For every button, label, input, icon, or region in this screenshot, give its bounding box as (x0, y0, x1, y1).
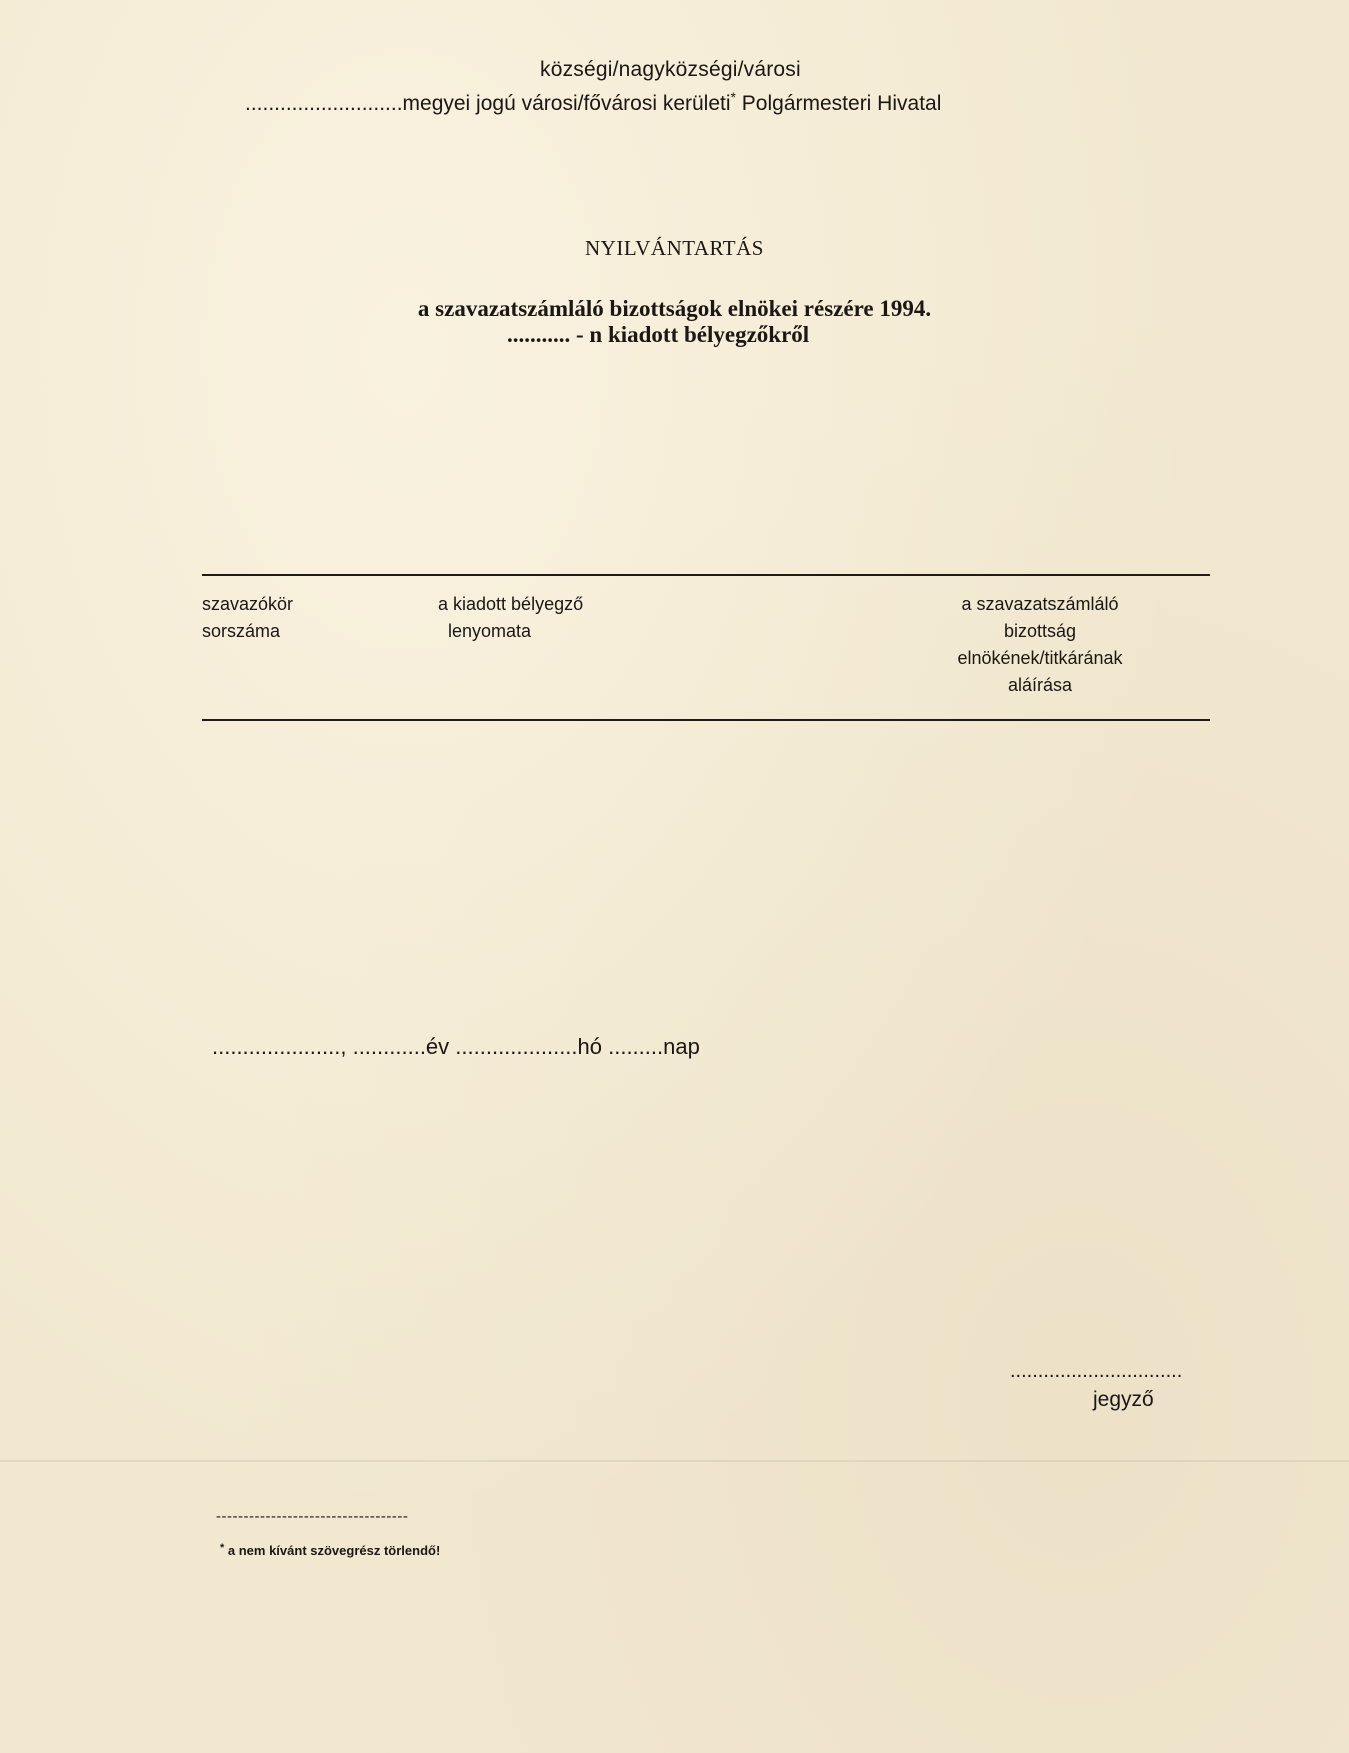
document-title: NYILVÁNTARTÁS (585, 236, 764, 260)
column-header-line: szavazókör (202, 594, 294, 614)
column-header-signature (920, 591, 1160, 699)
header-line-1: községi/nagyközségi/városi (540, 58, 801, 81)
footnote-mark: * (730, 89, 736, 105)
column-header-district-number (202, 591, 293, 645)
header-line-2-prefix: ...........................megyei jogú városi/fővárosi kerületi (245, 92, 731, 115)
column-header-line: a szavazatszámláló (961, 594, 1119, 614)
footnote (220, 1542, 440, 1558)
footnote-mark: * (220, 1542, 225, 1554)
column-header-line: aláírása (1007, 675, 1073, 695)
subtitle-line-2: ........... - n kiadott bélyegzőkről (507, 322, 810, 347)
column-header-line: lenyomata (448, 621, 532, 641)
header-line-2-suffix: Polgármesteri Hivatal (735, 92, 942, 115)
header-line-2 (245, 89, 941, 116)
bleed-through-text (500, 14, 505, 36)
footnote-separator: ----------------------------------- (216, 1508, 409, 1525)
column-header-line: elnökének/titkárának (957, 648, 1123, 668)
subtitle-line-1: a szavazatszámláló bizottságok elnökei részére 1994. (417, 296, 932, 321)
signature-role: jegyző (1093, 1388, 1154, 1411)
paper-fold (0, 1460, 1349, 1462)
column-header-line: bizottság (1003, 621, 1077, 641)
column-header-line: a kiadott bélyegző (438, 594, 584, 614)
column-header-line: sorszáma (202, 621, 281, 641)
table-top-rule (202, 574, 1210, 576)
date-line: ....................., ............év ....................hó .........nap (212, 1034, 700, 1059)
column-header-stamp-imprint (438, 591, 583, 645)
footnote-text: a nem kívánt szövegrész törlendő! (224, 1543, 441, 1558)
table-header-bottom-rule (202, 719, 1210, 721)
signature-line: ............................... (1010, 1360, 1183, 1382)
